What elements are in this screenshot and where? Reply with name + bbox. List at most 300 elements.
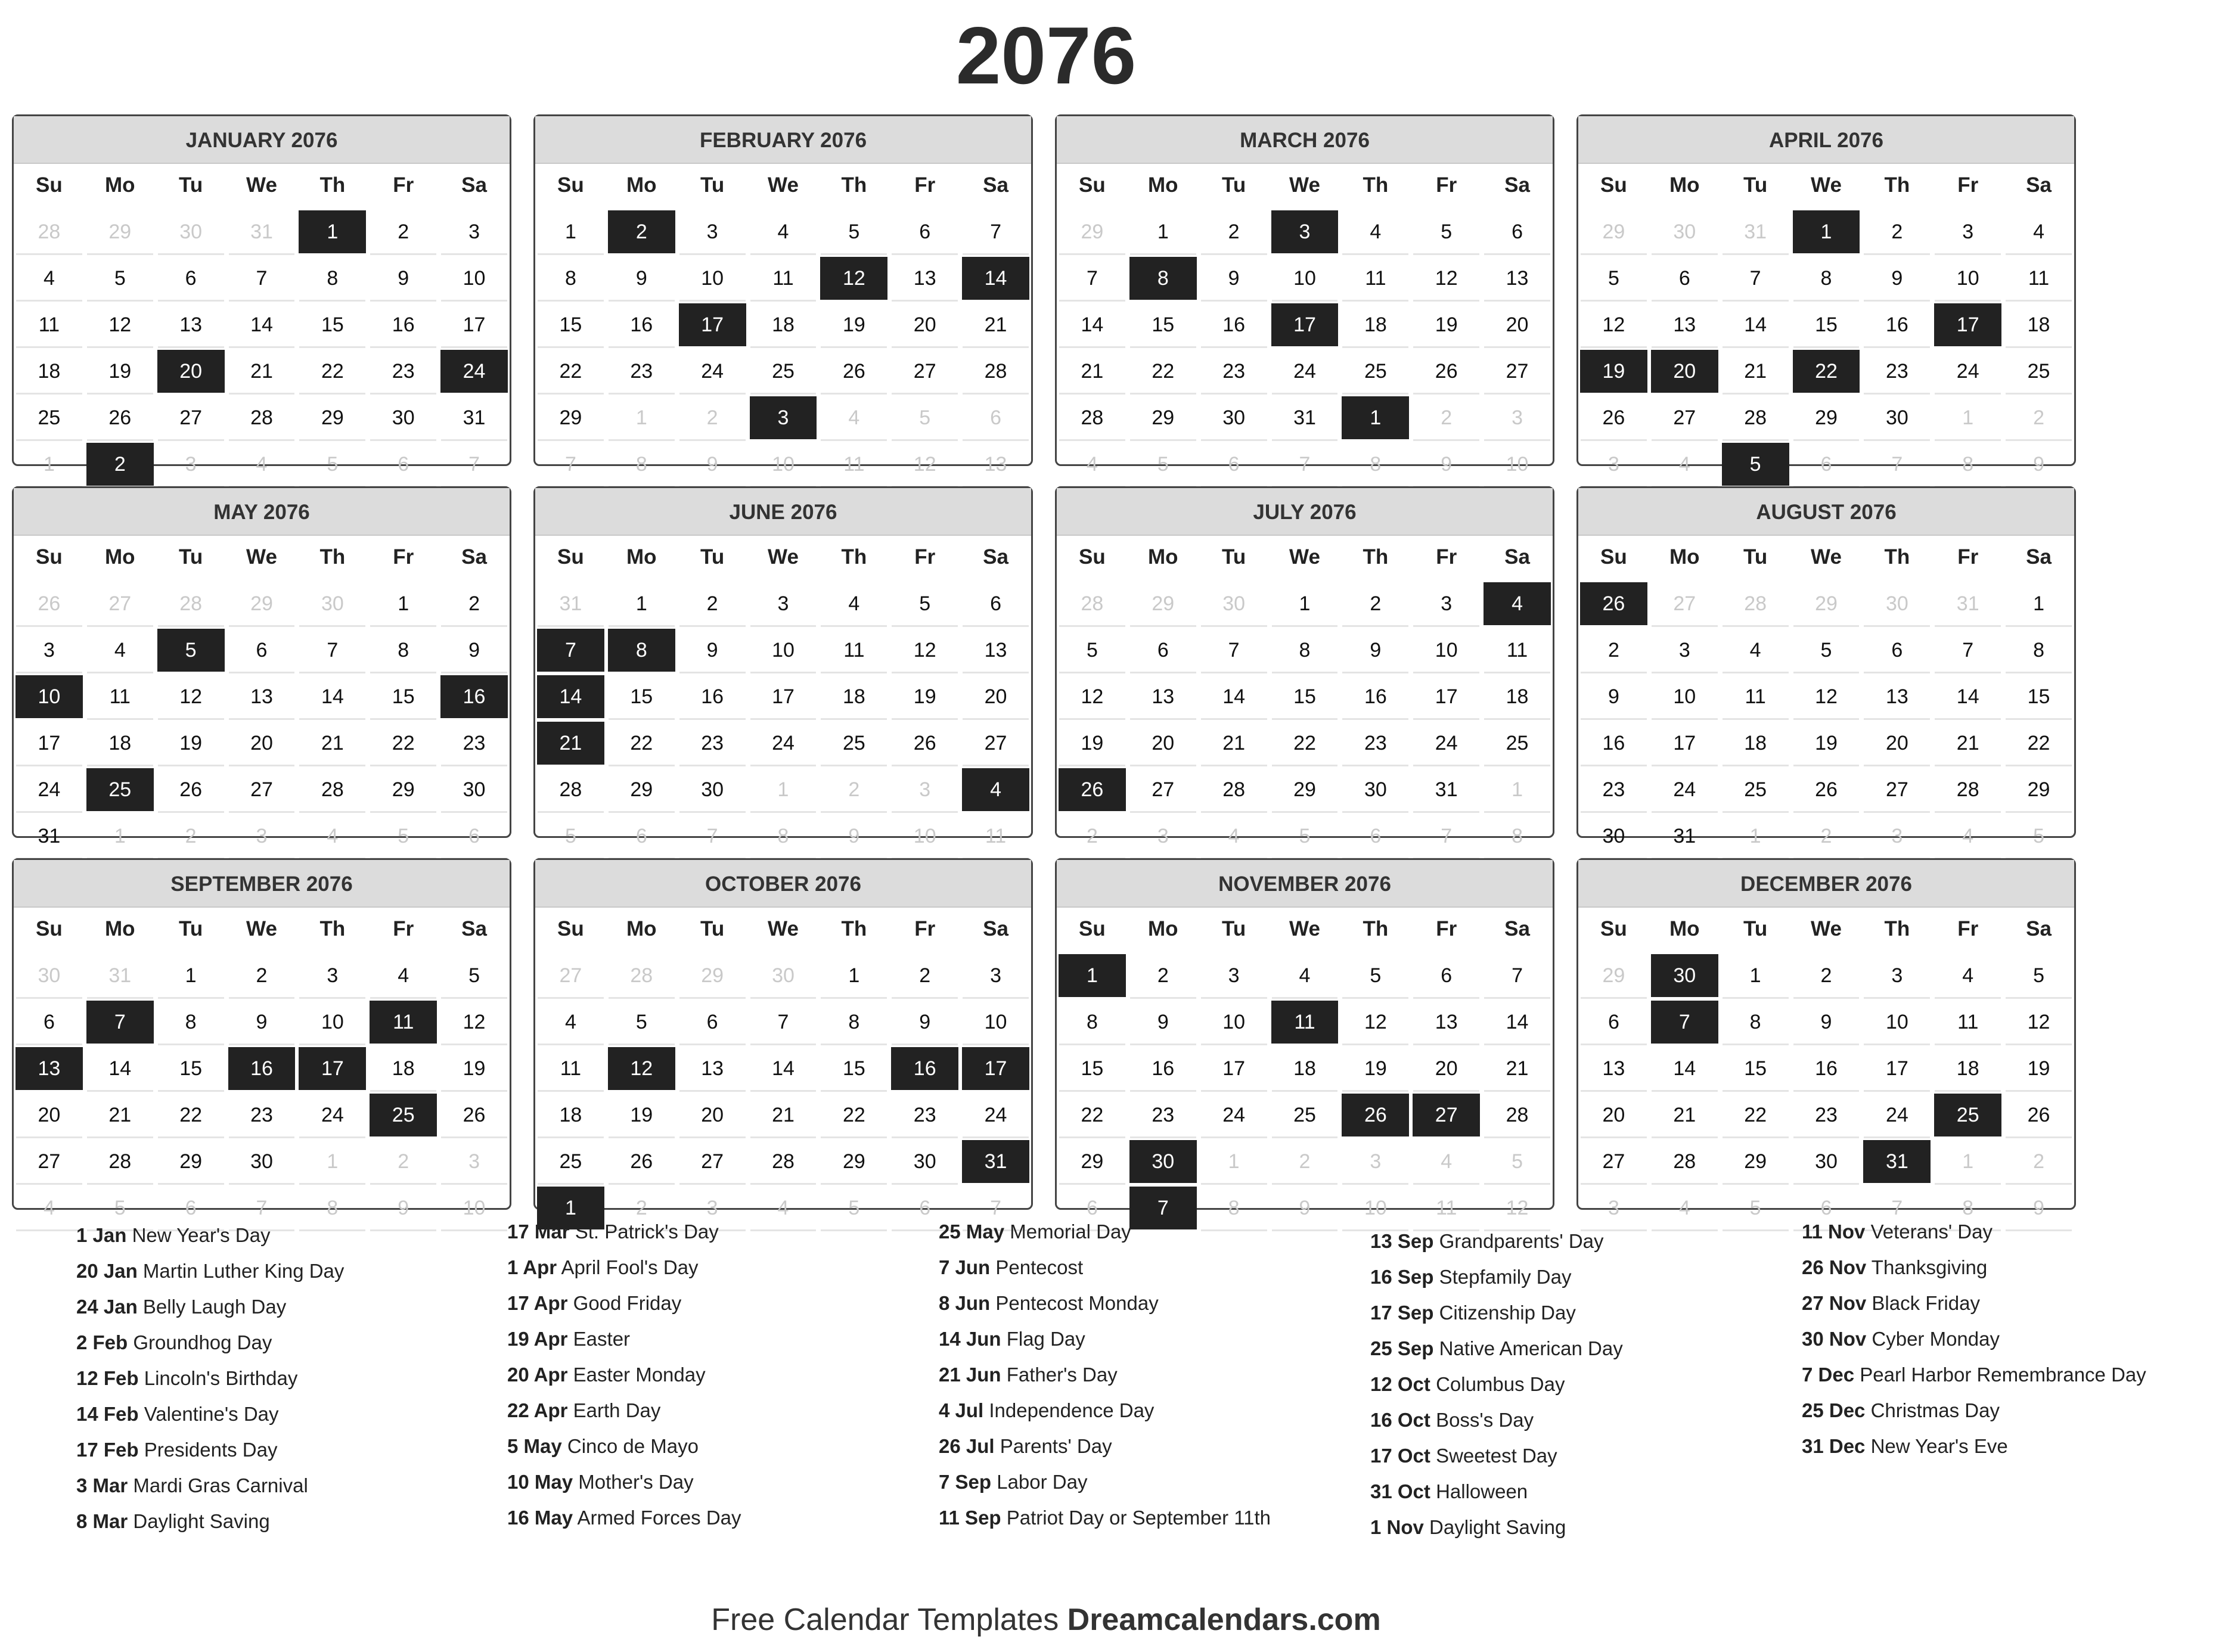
weekday-header: Mo (105, 545, 135, 569)
adjacent-day: 4 (1413, 1140, 1480, 1183)
holiday-name: Halloween (1436, 1480, 1528, 1502)
day-cell: 30 (228, 1140, 296, 1183)
day-cell: 18 (1271, 1047, 1339, 1090)
weekday-header: Tu (1743, 917, 1768, 940)
weekday-header: Su (1600, 545, 1627, 569)
adjacent-day: 26 (15, 582, 83, 625)
day-cell: 22 (1722, 1094, 1789, 1136)
day-grid (15, 164, 508, 486)
holiday-date: 17 Sep (1370, 1302, 1434, 1324)
adjacent-day: 27 (1651, 582, 1718, 625)
holiday-date: 2 Feb (76, 1331, 128, 1353)
day-cell: 4 (820, 582, 887, 625)
adjacent-day: 7 (679, 815, 746, 858)
weekday-header: We (1289, 917, 1320, 940)
day-grid (1059, 536, 1551, 858)
day-cell: 27 (1129, 768, 1197, 811)
weekday-header: Tu (179, 917, 203, 940)
day-cell: 8 (2005, 629, 2072, 672)
day-cell: 9 (228, 1001, 296, 1044)
adjacent-day: 8 (1934, 443, 2001, 486)
day-grid (537, 908, 1029, 1229)
day-cell: 22 (2005, 722, 2072, 765)
holiday-item (507, 1361, 924, 1388)
weekday-header: Mo (105, 173, 135, 197)
day-cell: 28 (86, 1140, 154, 1183)
day-cell: 8 (299, 257, 366, 300)
holiday-name: Citizenship Day (1439, 1302, 1576, 1324)
day-cell: 28 (1484, 1094, 1551, 1136)
day-cell: 4 (537, 1001, 604, 1044)
day-cell: 9 (370, 257, 437, 300)
adjacent-day: 8 (1342, 443, 1409, 486)
holiday-name: Flag Day (1006, 1328, 1085, 1350)
adjacent-day: 7 (1271, 443, 1339, 486)
adjacent-day: 11 (1413, 1187, 1480, 1229)
day-cell: 12 (1342, 1001, 1409, 1044)
day-cell: 7 (228, 257, 296, 300)
adjacent-day: 7 (962, 1187, 1029, 1229)
holiday-name: Cinco de Mayo (567, 1435, 699, 1457)
adjacent-day: 8 (1484, 815, 1551, 858)
day-cell: 24 (440, 350, 508, 393)
holiday-name: April Fool's Day (561, 1256, 699, 1278)
day-cell: 2 (891, 954, 958, 997)
holiday-name: Thanksgiving (1871, 1256, 1988, 1278)
holiday-date: 25 Sep (1370, 1337, 1434, 1359)
weekday-header: Mo (626, 173, 657, 197)
day-cell: 21 (1059, 350, 1126, 393)
adjacent-day: 4 (962, 768, 1029, 811)
day-cell: 15 (1722, 1047, 1789, 1090)
holiday-item (1370, 1335, 1787, 1362)
day-cell: 29 (157, 1140, 225, 1183)
day-cell: 10 (1934, 257, 2001, 300)
holiday-date: 11 Sep (939, 1507, 1001, 1529)
weekday-header: Tu (700, 917, 725, 940)
holiday-date: 24 Jan (76, 1296, 138, 1318)
day-cell: 25 (1934, 1094, 2001, 1136)
adjacent-day: 2 (2005, 396, 2072, 439)
day-cell: 4 (1484, 582, 1551, 625)
adjacent-day: 9 (820, 815, 887, 858)
day-cell: 2 (1793, 954, 1860, 997)
footer (0, 1602, 2092, 1638)
day-cell: 24 (750, 722, 817, 765)
adjacent-day: 2 (1059, 815, 1126, 858)
month-calendar (12, 858, 511, 1219)
day-cell: 13 (891, 257, 958, 300)
day-cell: 12 (1059, 675, 1126, 718)
day-cell: 20 (1413, 1047, 1480, 1090)
adjacent-day: 30 (750, 954, 817, 997)
day-cell: 23 (608, 350, 675, 393)
holiday-item (1802, 1361, 2219, 1388)
day-cell: 11 (1342, 257, 1409, 300)
day-cell: 23 (228, 1094, 296, 1136)
day-cell: 29 (1793, 396, 1860, 439)
day-cell: 24 (299, 1094, 366, 1136)
holiday-item (1370, 1371, 1787, 1398)
footer-brand: Dreamcalendars.com (1067, 1603, 1381, 1637)
day-cell: 14 (962, 257, 1029, 300)
day-cell: 1 (299, 210, 366, 253)
weekday-header: Fr (914, 917, 936, 940)
day-cell: 10 (1863, 1001, 1931, 1044)
holiday-name: Memorial Day (1010, 1221, 1131, 1243)
day-cell: 12 (891, 629, 958, 672)
day-cell: 24 (1934, 350, 2001, 393)
weekday-header: Sa (1504, 917, 1530, 940)
day-cell: 12 (440, 1001, 508, 1044)
day-grid (537, 164, 1029, 486)
day-cell: 9 (891, 1001, 958, 1044)
day-cell: 16 (370, 303, 437, 346)
day-cell: 8 (1059, 1001, 1126, 1044)
weekday-header: Mo (1669, 545, 1700, 569)
day-cell: 17 (1863, 1047, 1931, 1090)
day-cell: 26 (86, 396, 154, 439)
adjacent-day: 8 (1200, 1187, 1268, 1229)
day-cell: 9 (1580, 675, 1647, 718)
day-cell: 24 (1200, 1094, 1268, 1136)
day-cell: 27 (962, 722, 1029, 765)
day-cell: 1 (537, 210, 604, 253)
weekday-header: Fr (914, 545, 936, 569)
month-title: MARCH 2076 (1057, 116, 1553, 164)
adjacent-day: 9 (1413, 443, 1480, 486)
holiday-name: Valentine's Day (144, 1403, 279, 1425)
holiday-column (1370, 1228, 1787, 1549)
day-cell: 24 (1413, 722, 1480, 765)
day-grid (1059, 908, 1551, 1229)
day-cell: 12 (1793, 675, 1860, 718)
day-cell: 18 (537, 1094, 604, 1136)
weekday-header: We (246, 917, 277, 940)
day-cell: 7 (537, 629, 604, 672)
day-cell: 24 (1863, 1094, 1931, 1136)
holiday-item (76, 1329, 494, 1356)
holiday-name: Christmas Day (1870, 1399, 2000, 1421)
holiday-date: 25 Dec (1802, 1399, 1866, 1421)
adjacent-day: 1 (608, 396, 675, 439)
adjacent-day: 4 (228, 443, 296, 486)
day-cell: 3 (299, 954, 366, 997)
adjacent-day: 11 (820, 443, 887, 486)
day-cell: 13 (962, 629, 1029, 672)
day-cell: 24 (15, 768, 83, 811)
holiday-name: Boss's Day (1436, 1409, 1534, 1431)
day-cell: 5 (440, 954, 508, 997)
holiday-date: 7 Dec (1802, 1364, 1855, 1386)
day-cell: 8 (537, 257, 604, 300)
day-cell: 13 (1863, 675, 1931, 718)
holiday-item (1370, 1442, 1787, 1469)
day-cell: 19 (1342, 1047, 1409, 1090)
adjacent-day: 28 (157, 582, 225, 625)
day-cell: 27 (228, 768, 296, 811)
month-title: NOVEMBER 2076 (1057, 860, 1553, 908)
day-cell: 26 (1342, 1094, 1409, 1136)
weekday-header: Fr (1957, 173, 1979, 197)
holiday-item (76, 1508, 494, 1535)
day-cell: 16 (608, 303, 675, 346)
adjacent-day: 6 (608, 815, 675, 858)
day-grid (15, 908, 508, 1229)
adjacent-day: 31 (1934, 582, 2001, 625)
holiday-name: Native American Day (1439, 1337, 1623, 1359)
day-cell: 11 (1722, 675, 1789, 718)
day-cell: 19 (1580, 350, 1647, 393)
day-cell: 3 (15, 629, 83, 672)
day-cell: 22 (1793, 350, 1860, 393)
holiday-name: Pearl Harbor Remembrance Day (1860, 1364, 2146, 1386)
adjacent-day: 12 (891, 443, 958, 486)
day-cell: 8 (1271, 629, 1339, 672)
day-cell: 5 (1580, 257, 1647, 300)
adjacent-day: 4 (750, 1187, 817, 1229)
day-cell: 14 (86, 1047, 154, 1090)
day-cell: 21 (228, 350, 296, 393)
day-cell: 10 (1271, 257, 1339, 300)
adjacent-day: 6 (962, 396, 1029, 439)
day-cell: 3 (1271, 210, 1339, 253)
day-cell: 26 (891, 722, 958, 765)
day-cell: 6 (1651, 257, 1718, 300)
day-cell: 25 (15, 396, 83, 439)
holiday-item (76, 1222, 494, 1249)
day-cell: 20 (679, 1094, 746, 1136)
day-cell: 23 (1863, 350, 1931, 393)
weekday-header: Su (1600, 917, 1627, 940)
adjacent-day: 1 (15, 443, 83, 486)
day-cell: 17 (15, 722, 83, 765)
holiday-name: Armed Forces Day (577, 1507, 741, 1529)
weekday-header: Tu (700, 173, 725, 197)
adjacent-day: 9 (2005, 1187, 2072, 1229)
day-cell: 18 (820, 675, 887, 718)
holiday-name: Sweetest Day (1436, 1445, 1557, 1467)
day-cell: 16 (1129, 1047, 1197, 1090)
weekday-header: We (246, 545, 277, 569)
day-cell: 2 (1342, 582, 1409, 625)
day-cell: 25 (2005, 350, 2072, 393)
holiday-name: Easter (573, 1328, 631, 1350)
month-title: JULY 2076 (1057, 488, 1553, 536)
adjacent-day: 5 (370, 815, 437, 858)
day-cell: 20 (1484, 303, 1551, 346)
adjacent-day: 1 (750, 768, 817, 811)
day-cell: 4 (1271, 954, 1339, 997)
day-cell: 5 (1342, 954, 1409, 997)
day-cell: 22 (608, 722, 675, 765)
adjacent-day: 2 (1271, 1140, 1339, 1183)
holiday-item (939, 1218, 1356, 1245)
adjacent-day: 5 (537, 815, 604, 858)
day-cell: 13 (1129, 675, 1197, 718)
holiday-item (507, 1397, 924, 1424)
holiday-name: Cyber Monday (1872, 1328, 2000, 1350)
day-cell: 25 (86, 768, 154, 811)
day-cell: 8 (1129, 257, 1197, 300)
weekday-header: Tu (179, 545, 203, 569)
day-cell: 21 (537, 722, 604, 765)
adjacent-day: 26 (1580, 582, 1647, 625)
adjacent-day: 2 (86, 443, 154, 486)
weekday-header: We (768, 173, 799, 197)
day-cell: 14 (1484, 1001, 1551, 1044)
adjacent-day: 12 (1484, 1187, 1551, 1229)
day-cell: 15 (608, 675, 675, 718)
holiday-name: Daylight Saving (1429, 1516, 1566, 1538)
holiday-name: Grandparents' Day (1439, 1230, 1604, 1252)
day-cell: 15 (370, 675, 437, 718)
month-title: APRIL 2076 (1578, 116, 2074, 164)
day-cell: 29 (1271, 768, 1339, 811)
day-cell: 23 (1342, 722, 1409, 765)
holiday-item (507, 1290, 924, 1316)
weekday-header: Fr (393, 173, 414, 197)
day-cell: 7 (86, 1001, 154, 1044)
day-cell: 30 (679, 768, 746, 811)
day-cell: 10 (1413, 629, 1480, 672)
holiday-item (1370, 1299, 1787, 1326)
adjacent-day: 29 (86, 210, 154, 253)
day-cell: 16 (891, 1047, 958, 1090)
day-cell: 18 (86, 722, 154, 765)
weekday-header: Th (841, 173, 867, 197)
day-cell: 31 (1863, 1140, 1931, 1183)
weekday-header: Sa (461, 917, 487, 940)
day-cell: 27 (679, 1140, 746, 1183)
adjacent-day: 31 (537, 582, 604, 625)
weekday-header: Fr (1957, 917, 1979, 940)
day-cell: 4 (1342, 210, 1409, 253)
adjacent-day: 4 (820, 396, 887, 439)
day-cell: 5 (891, 582, 958, 625)
adjacent-day: 2 (2005, 1140, 2072, 1183)
day-cell: 7 (1484, 954, 1551, 997)
day-cell: 22 (537, 350, 604, 393)
weekday-header: Su (1079, 545, 1106, 569)
day-cell: 6 (891, 210, 958, 253)
day-cell: 7 (1059, 257, 1126, 300)
adjacent-day: 5 (299, 443, 366, 486)
adjacent-day: 30 (1863, 582, 1931, 625)
holiday-item (939, 1325, 1356, 1352)
weekday-header: Tu (1222, 173, 1246, 197)
weekday-header: We (246, 173, 277, 197)
holiday-item (1802, 1254, 2219, 1281)
day-cell: 1 (608, 582, 675, 625)
adjacent-day: 5 (2005, 815, 2072, 858)
day-cell: 13 (1651, 303, 1718, 346)
day-cell: 29 (2005, 768, 2072, 811)
holiday-item (76, 1365, 494, 1392)
holiday-item (507, 1504, 924, 1531)
day-cell: 30 (1129, 1140, 1197, 1183)
day-grid (15, 536, 508, 858)
day-cell: 22 (1059, 1094, 1126, 1136)
holiday-item (1802, 1397, 2219, 1424)
day-cell: 2 (440, 582, 508, 625)
day-cell: 20 (1863, 722, 1931, 765)
weekday-header: Mo (105, 917, 135, 940)
holiday-date: 20 Apr (507, 1364, 568, 1386)
weekday-header: Tu (1222, 545, 1246, 569)
day-cell: 26 (1059, 768, 1126, 811)
day-cell: 19 (86, 350, 154, 393)
holiday-date: 16 Sep (1370, 1266, 1434, 1288)
day-cell: 28 (962, 350, 1029, 393)
weekday-header: Su (36, 917, 63, 940)
weekday-header: Fr (1436, 173, 1457, 197)
day-cell: 3 (440, 210, 508, 253)
day-cell: 22 (370, 722, 437, 765)
holiday-item (507, 1433, 924, 1460)
weekday-header: We (768, 917, 799, 940)
month-calendar (1576, 858, 2076, 1219)
day-grid (1059, 164, 1551, 486)
holiday-name: Patriot Day or September 11th (1006, 1507, 1271, 1529)
day-cell: 21 (1651, 1094, 1718, 1136)
day-cell: 19 (1413, 303, 1480, 346)
holiday-date: 14 Feb (76, 1403, 139, 1425)
adjacent-day: 2 (1413, 396, 1480, 439)
day-cell: 27 (891, 350, 958, 393)
holiday-date: 19 Apr (507, 1328, 568, 1350)
adjacent-day: 7 (228, 1187, 296, 1229)
day-cell: 28 (228, 396, 296, 439)
holiday-item (507, 1254, 924, 1281)
adjacent-day: 6 (891, 1187, 958, 1229)
day-cell: 15 (299, 303, 366, 346)
holiday-name: New Year's Eve (1870, 1435, 2008, 1457)
holiday-date: 10 May (507, 1471, 573, 1493)
adjacent-day: 2 (157, 815, 225, 858)
month-title: DECEMBER 2076 (1578, 860, 2074, 908)
day-cell: 17 (1413, 675, 1480, 718)
holiday-date: 13 Sep (1370, 1230, 1434, 1252)
weekday-header: Mo (626, 917, 657, 940)
day-cell: 9 (440, 629, 508, 672)
holiday-date: 1 Jan (76, 1224, 127, 1246)
day-cell: 4 (15, 257, 83, 300)
day-cell: 18 (1934, 1047, 2001, 1090)
weekday-header: Th (1363, 173, 1389, 197)
holiday-date: 1 Apr (507, 1256, 557, 1278)
day-cell: 17 (440, 303, 508, 346)
day-cell: 17 (679, 303, 746, 346)
month-calendar (1055, 858, 1554, 1219)
holiday-date: 17 Apr (507, 1292, 568, 1314)
weekday-header: Mo (1669, 917, 1700, 940)
day-cell: 14 (750, 1047, 817, 1090)
holiday-name: Belly Laugh Day (142, 1296, 287, 1318)
holiday-name: Groundhog Day (133, 1331, 272, 1353)
weekday-header: Mo (1148, 545, 1178, 569)
day-cell: 29 (820, 1140, 887, 1183)
day-cell: 1 (1271, 582, 1339, 625)
adjacent-day: 3 (1863, 815, 1931, 858)
month-title: JUNE 2076 (535, 488, 1031, 536)
day-cell: 30 (370, 396, 437, 439)
day-cell: 7 (1200, 629, 1268, 672)
adjacent-day: 3 (1484, 396, 1551, 439)
day-cell: 31 (962, 1140, 1029, 1183)
day-cell: 22 (157, 1094, 225, 1136)
weekday-header: Th (319, 173, 346, 197)
